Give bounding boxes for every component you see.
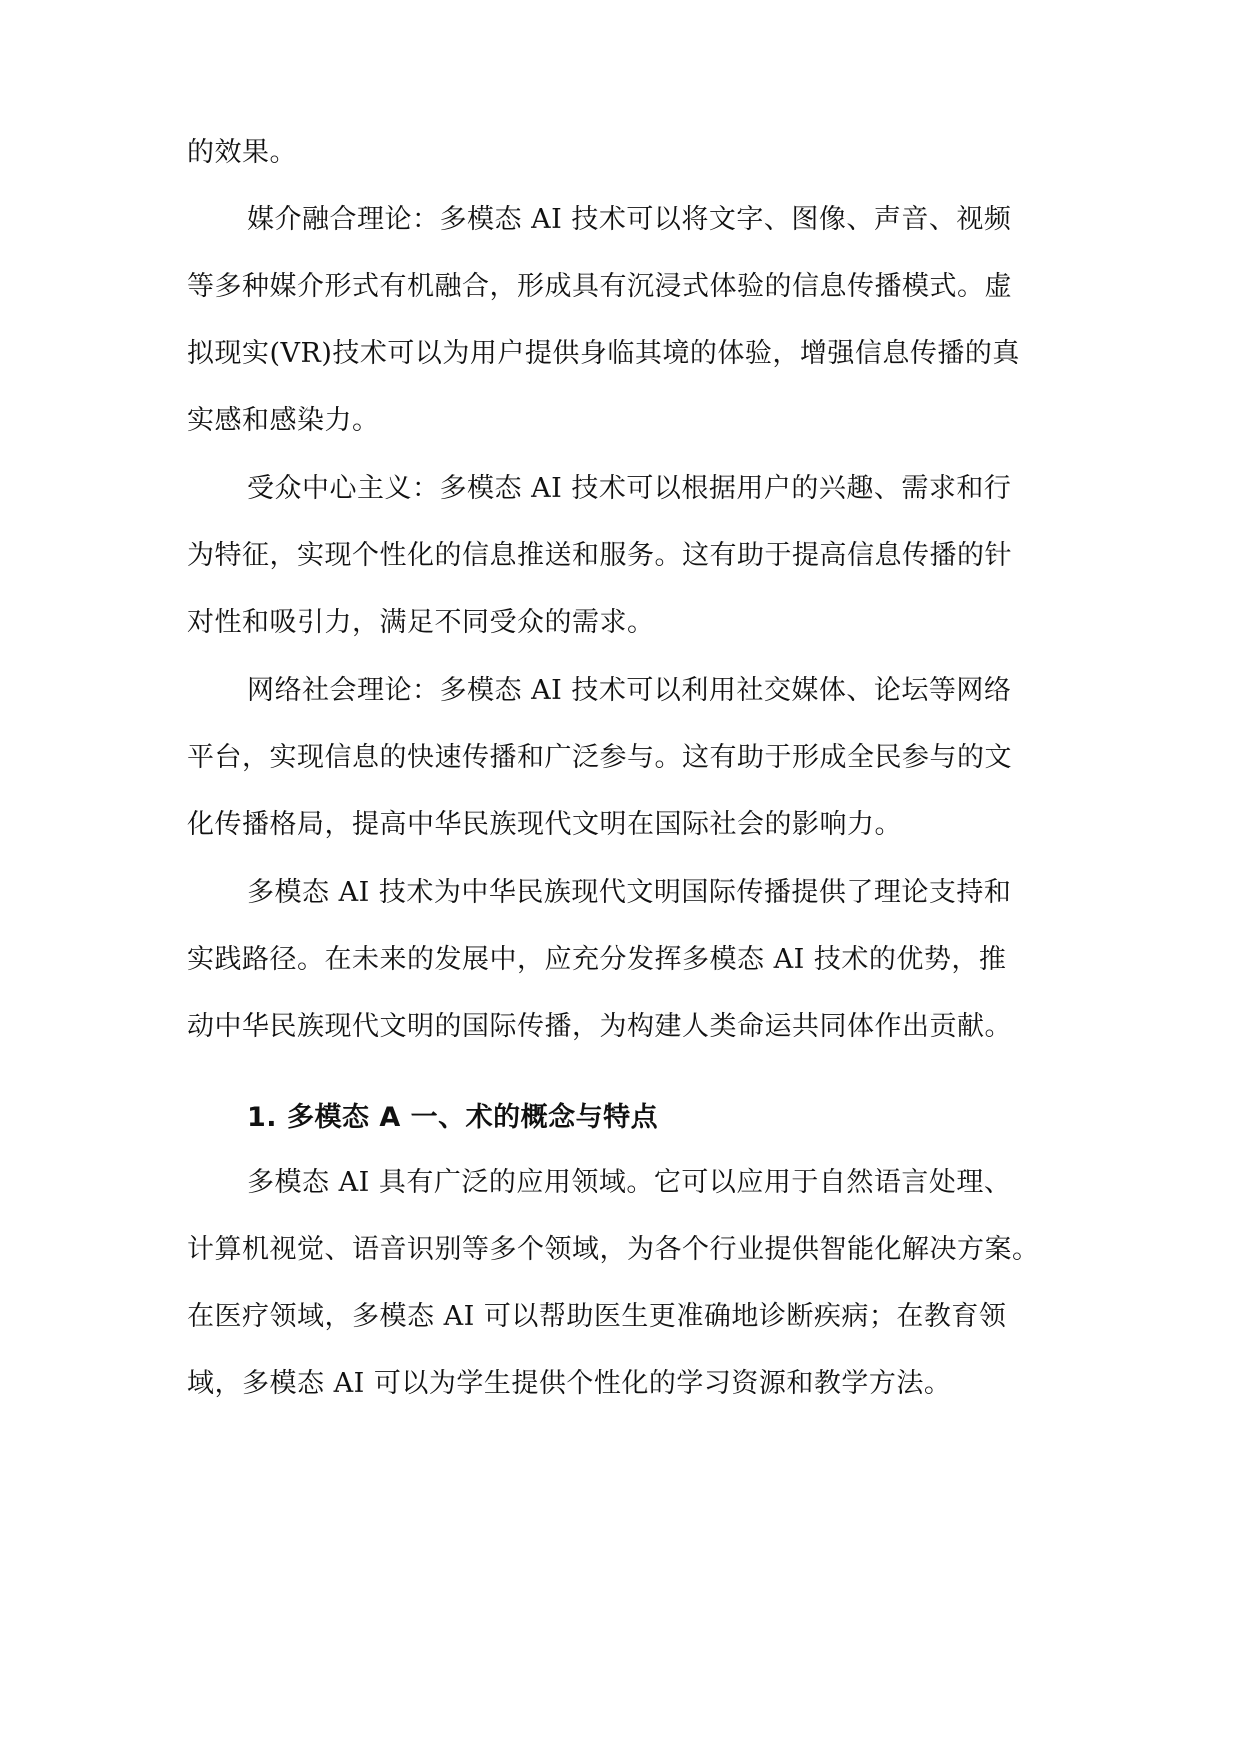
paragraph-start-summary: 多模态 AI 技术为中华民族现代文明国际传播提供了理论支持和 <box>247 877 1012 908</box>
text-line: 在医疗领域，多模态 AI 可以帮助医生更准确地诊断疾病；在教育领 <box>187 1301 1007 1332</box>
text-line: 计算机视觉、语音识别等多个领域，为各个行业提供智能化解决方案。 <box>187 1234 1040 1265</box>
text-line: 对性和吸引力，满足不同受众的需求。 <box>187 607 655 638</box>
text-line: 实感和感染力。 <box>187 405 380 436</box>
text-line: 域，多模态 AI 可以为学生提供个性化的学习资源和教学方法。 <box>187 1368 952 1399</box>
paragraph-start-applications: 多模态 AI 具有广泛的应用领域。它可以应用于自然语言处理、 <box>247 1167 1012 1198</box>
paragraph-start-media-convergence: 媒介融合理论：多模态 AI 技术可以将文字、图像、声音、视频 <box>247 204 1012 235</box>
text-line: 为特征，实现个性化的信息推送和服务。这有助于提高信息传播的针 <box>187 540 1012 571</box>
paragraph-start-audience-centered: 受众中心主义：多模态 AI 技术可以根据用户的兴趣、需求和行 <box>247 473 1012 504</box>
text-line: 拟现实(VR)技术可以为用户提供身临其境的体验，增强信息传播的真 <box>187 338 1020 369</box>
text-line: 化传播格局，提高中华民族现代文明在国际社会的影响力。 <box>187 809 902 840</box>
paragraph-start-network-society: 网络社会理论：多模态 AI 技术可以利用社交媒体、论坛等网络 <box>247 675 1012 706</box>
text-line: 平台，实现信息的快速传播和广泛参与。这有助于形成全民参与的文 <box>187 742 1012 773</box>
text-line: 动中华民族现代文明的国际传播，为构建人类命运共同体作出贡献。 <box>187 1011 1012 1042</box>
section-heading: 1. 多模态 A 一、术的概念与特点 <box>247 1102 659 1133</box>
text-line: 的效果。 <box>187 137 297 168</box>
text-line: 等多种媒介形式有机融合，形成具有沉浸式体验的信息传播模式。虚 <box>187 271 1012 302</box>
text-line: 实践路径。在未来的发展中，应充分发挥多模态 AI 技术的优势，推 <box>187 944 1007 975</box>
